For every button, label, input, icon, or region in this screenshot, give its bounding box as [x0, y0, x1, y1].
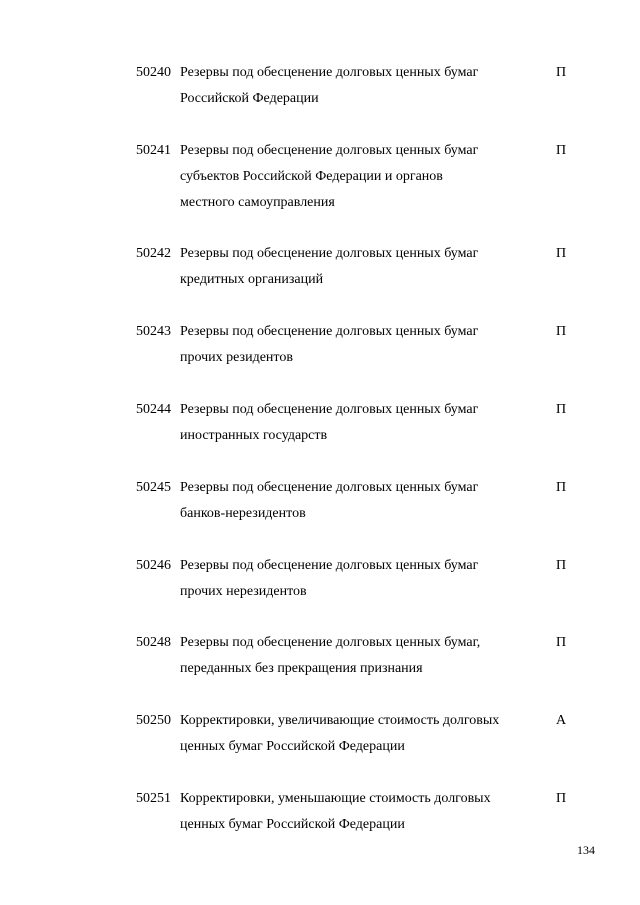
account-code: 50243 — [136, 324, 171, 339]
account-type: П — [556, 246, 567, 261]
account-code: 50251 — [136, 791, 171, 806]
page-number: 134 — [577, 843, 595, 857]
account-description: Резервы под обесценение долговых ценных бумаг Российской Федерации — [180, 65, 479, 106]
account-code: 50244 — [136, 402, 171, 417]
account-type: А — [556, 713, 567, 728]
account-description: Резервы под обесценение долговых ценных бумаг иностранных государств — [180, 402, 479, 443]
account-description: Резервы под обесценение долговых ценных бумаг субъектов Российской Федерации и органов местного самоуправления — [180, 143, 479, 210]
account-description: Резервы под обесценение долговых ценных бумаг кредитных организаций — [180, 246, 479, 287]
account-description: Резервы под обесценение долговых ценных бумаг прочих резидентов — [180, 324, 479, 365]
account-code: 50241 — [136, 143, 171, 158]
account-description: Корректировки, уменьшающие стоимость долговых ценных бумаг Российской Федерации — [180, 791, 491, 832]
account-description: Резервы под обесценение долговых ценных бумаг прочих нерезидентов — [180, 558, 479, 599]
account-type: П — [556, 143, 567, 158]
account-type: П — [556, 65, 567, 80]
account-description: Резервы под обесценение долговых ценных бумаг, переданных без прекращения признания — [180, 635, 481, 676]
account-code: 50240 — [136, 65, 171, 80]
account-type: П — [556, 635, 567, 650]
account-code: 50245 — [136, 480, 171, 495]
account-code: 50242 — [136, 246, 171, 261]
account-type: П — [556, 558, 567, 573]
account-description: Корректировки, увеличивающие стоимость долговых ценных бумаг Российской Федерации — [180, 713, 500, 754]
account-type: П — [556, 402, 567, 417]
account-code: 50246 — [136, 558, 171, 573]
account-type: П — [556, 480, 567, 495]
account-code: 50250 — [136, 713, 171, 728]
account-description: Резервы под обесценение долговых ценных бумаг банков-нерезидентов — [180, 480, 479, 521]
account-type: П — [556, 324, 567, 339]
account-type: П — [556, 791, 567, 806]
account-code: 50248 — [136, 635, 171, 650]
